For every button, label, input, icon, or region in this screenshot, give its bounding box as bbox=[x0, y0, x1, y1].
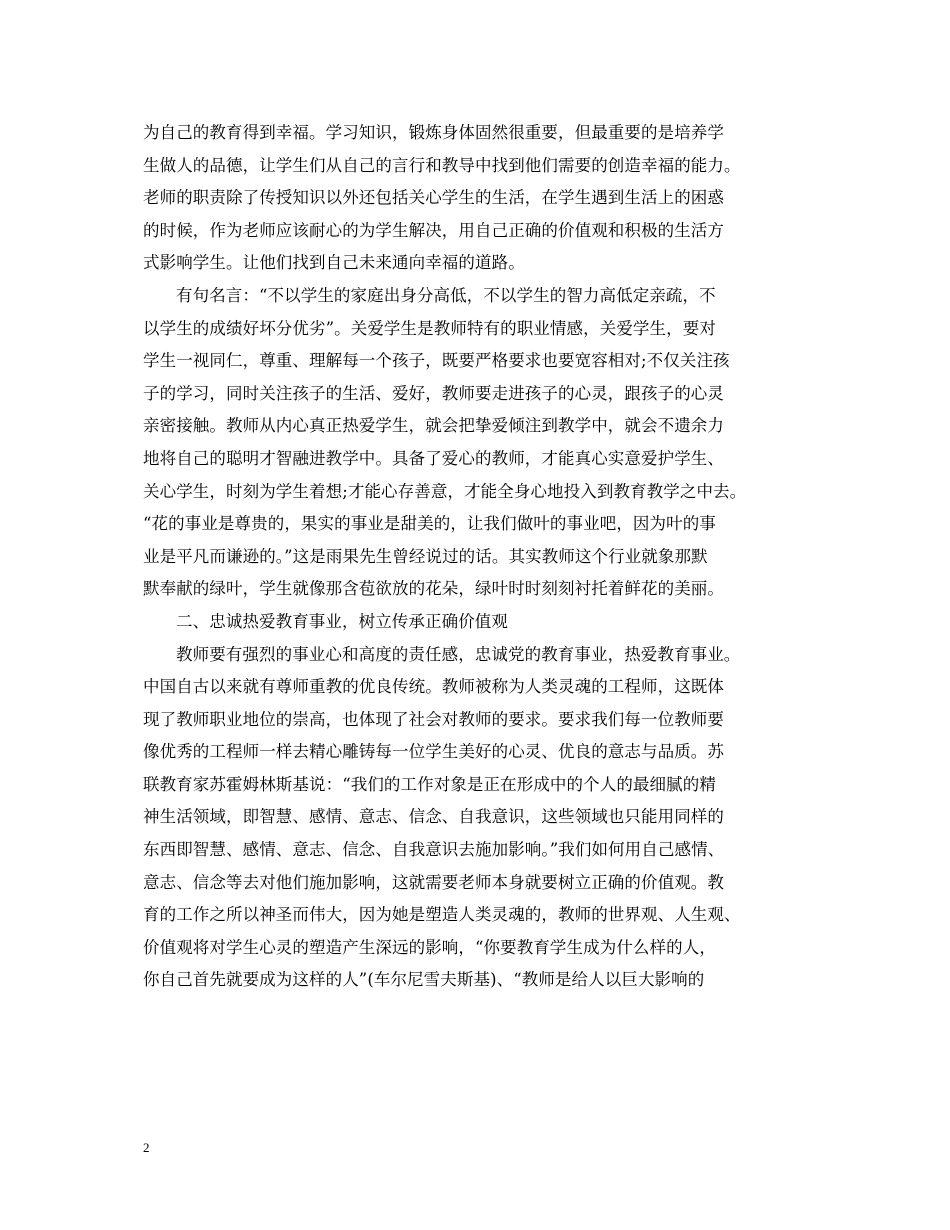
text-line: 默奉献的绿叶，学生就像那含苞欲放的花朵，绿叶时时刻刻衬托着鲜花的美丽。 bbox=[143, 579, 724, 599]
text-line: 以学生的成绩好坏分优劣”。关爱学生是教师特有的职业情感，关爱学生，要对 bbox=[143, 318, 716, 338]
text-line: 业是平凡而谦逊的。”这是雨果先生曾经说过的话。其实教师这个行业就象那默 bbox=[143, 546, 708, 566]
text-line: 为自己的教育得到幸福。学习知识，锻炼身体固然很重要，但最重要的是培养学 bbox=[143, 123, 724, 142]
text-line: 关心学生，时刻为学生着想;才能心存善意，才能全身心地投入到教育教学之中去。 bbox=[143, 481, 747, 501]
text-line: 生做人的品德，让学生们从自己的言行和教导中找到他们需要的创造幸福的能力。 bbox=[143, 155, 741, 175]
text-line: 你自己首先就要成为这样的人”(车尔尼雪夫斯基)、“教师是给人以巨大影响的 bbox=[143, 970, 705, 990]
text-line: 子的学习，同时关注孩子的生活、爱好，教师要走进孩子的心灵，跟孩子的心灵 bbox=[143, 383, 724, 403]
text-line: 教师要有强烈的事业心和高度的责任感，忠诚党的教育事业，热爱教育事业。 bbox=[176, 644, 741, 664]
text-line: 老师的职责除了传授知识以外还包括关心学生的生活，在学生遇到生活上的困惑 bbox=[143, 188, 724, 208]
text-line: 联教育家苏霍姆林斯基说：“我们的工作对象是正在形成中的个人的最细腻的精 bbox=[143, 774, 716, 794]
text-line: 东西即智慧、感情、意志、信念、自我意识去施加影响。”我们如何用自己感情、 bbox=[143, 840, 725, 860]
text-line: 亲密接触。教师从内心真正热爱学生，就会把挚爱倾注到教学中，就会不遗余力 bbox=[143, 416, 724, 436]
text-line: 像优秀的工程师一样去精心雕铸每一位学生美好的心灵、优良的意志与品质。苏 bbox=[143, 742, 724, 762]
text-line: 地将自己的聪明才智融进教学中。具备了爱心的教师，才能真心实意爱护学生、 bbox=[143, 448, 724, 468]
text-line: 二、忠诚热爱教育事业，树立传承正确价值观 bbox=[176, 611, 508, 631]
body-text bbox=[143, 117, 825, 997]
text-line: “花的事业是尊贵的，果实的事业是甜美的，让我们做叶的事业吧，因为叶的事 bbox=[143, 514, 716, 534]
text-line: 现了教师职业地位的崇高，也体现了社会对教师的要求。要求我们每一位教师要 bbox=[143, 709, 724, 729]
text-line: 中国自古以来就有尊师重教的优良传统。教师被称为人类灵魂的工程师，这既体 bbox=[143, 677, 724, 697]
text-line: 价值观将对学生心灵的塑造产生深远的影响，“你要教育学生成为什么样的人， bbox=[143, 937, 716, 957]
text-line: 意志、信念等去对他们施加影响，这就需要老师本身就要树立正确的价值观。教 bbox=[143, 872, 724, 892]
text-line: 有句名言：“不以学生的家庭出身分高低，不以学生的智力高低定亲疏，不 bbox=[176, 285, 716, 305]
text-line: 的时候，作为老师应该耐心的为学生解决，用自己正确的价值观和积极的生活方 bbox=[143, 220, 724, 240]
page-number: 2 bbox=[143, 1140, 150, 1155]
text-line: 学生一视同仁，尊重、理解每一个孩子，既要严格要求也要宽容相对;不仅关注孩 bbox=[143, 351, 730, 371]
text-line: 育的工作之所以神圣而伟大，因为她是塑造人类灵魂的，教师的世界观、人生观、 bbox=[143, 905, 741, 925]
text-line: 式影响学生。让他们找到自己未来通向幸福的道路。 bbox=[143, 253, 525, 273]
text-line: 神生活领域，即智慧、感情、意志、信念、自我意识，这些领域也只能用同样的 bbox=[143, 807, 724, 827]
